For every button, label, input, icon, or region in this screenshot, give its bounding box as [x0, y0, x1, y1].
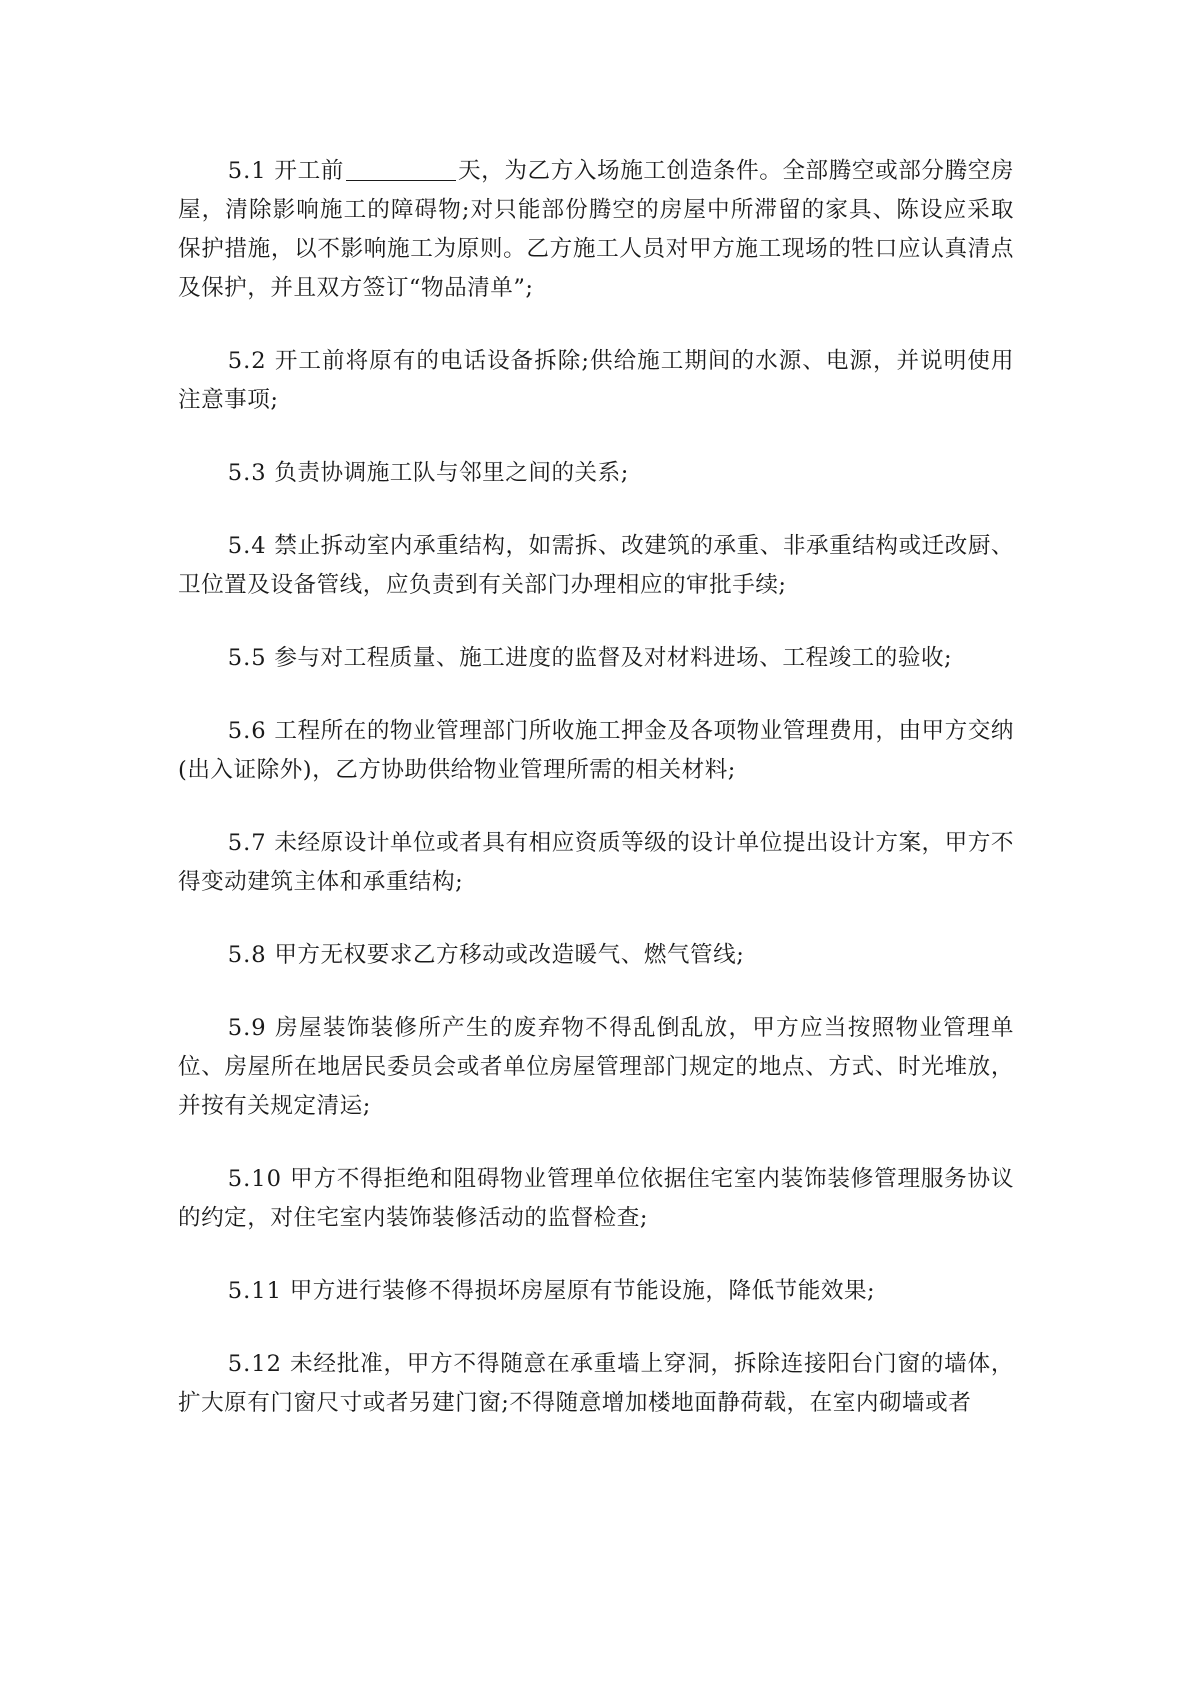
- clause-text: 负责协调施工队与邻里之间的关系;: [274, 460, 629, 486]
- clause-5-4: [178, 527, 1014, 605]
- document-body: [178, 152, 1014, 1457]
- clause-text: 参与对工程质量、施工进度的监督及对材料进场、工程竣工的验收;: [274, 645, 953, 671]
- clause-text: 未经批准，甲方不得随意在承重墙上穿洞，拆除连接阳台门窗的墙体，扩大原有门窗尺寸或者另建门窗;不得随意增加楼地面静荷载，在室内砌墙或者: [178, 1351, 1014, 1416]
- clause-text: 甲方不得拒绝和阻碍物业管理单位依据住宅室内装饰装修管理服务协议的约定，对住宅室内装饰装修活动的监督检查;: [178, 1166, 1014, 1231]
- clause-text: 禁止拆动室内承重结构，如需拆、改建筑的承重、非承重结构或迁改厨、卫位置及设备管线，应负责到有关部门办理相应的审批手续;: [178, 533, 1014, 598]
- clause-number: 5.10: [227, 1166, 283, 1192]
- clause-number: 5.8: [227, 942, 267, 968]
- clause-5-10: [178, 1160, 1014, 1238]
- clause-5-3: [178, 454, 1014, 493]
- fill-in-blank[interactable]: [346, 157, 456, 181]
- clause-text: 甲方进行装修不得损坏房屋原有节能设施，降低节能效果;: [289, 1278, 876, 1304]
- clause-text: 开工前将原有的电话设备拆除;供给施工期间的水源、电源，并说明使用注意事项;: [178, 348, 1014, 413]
- clause-text: 工程所在的物业管理部门所收施工押金及各项物业管理费用，由甲方交纳(出入证除外)，乙方协助供给物业管理所需的相关材料;: [178, 718, 1014, 783]
- clause-number: 5.11: [227, 1278, 283, 1304]
- clause-5-12: [178, 1345, 1014, 1423]
- clause-number: 5.1: [227, 158, 267, 184]
- clause-text: 未经原设计单位或者具有相应资质等级的设计单位提出设计方案，甲方不得变动建筑主体和承重结构;: [178, 830, 1014, 895]
- clause-5-5: [178, 639, 1014, 678]
- clause-number: 5.3: [227, 460, 267, 486]
- clause-number: 5.6: [227, 718, 267, 744]
- clause-number: 5.12: [227, 1351, 283, 1377]
- clause-text: 甲方无权要求乙方移动或改造暖气、燃气管线;: [274, 942, 745, 968]
- clause-number: 5.5: [227, 645, 267, 671]
- clause-5-6: [178, 712, 1014, 790]
- clause-5-2: [178, 342, 1014, 420]
- clause-5-7: [178, 824, 1014, 902]
- clause-5-8: [178, 936, 1014, 975]
- clause-5-9: [178, 1009, 1014, 1126]
- clause-number: 5.4: [227, 533, 267, 559]
- clause-number: 5.9: [227, 1015, 267, 1041]
- clause-5-1: [178, 152, 1014, 308]
- clause-text: 房屋装饰装修所产生的废弃物不得乱倒乱放，甲方应当按照物业管理单位、房屋所在地居民委员会或者单位房屋管理部门规定的地点、方式、时光堆放，并按有关规定清运;: [178, 1015, 1014, 1119]
- clause-number: 5.7: [227, 830, 267, 856]
- clause-5-11: [178, 1272, 1014, 1311]
- clause-number: 5.2: [227, 348, 267, 374]
- clause-text-after-blank: 天，为乙方入场施工创造条件。全部腾空或部分腾空房屋，清除影响施工的障碍物;对只能部份腾空的房屋中所滞留的家具、陈设应采取保护措施，以不影响施工为原则。乙方施工人员对甲方施工现场的牲口应认真清点及保护，并且双方签订“物品清单”;: [178, 158, 1015, 301]
- clause-text-before-blank: 开工前: [274, 158, 344, 184]
